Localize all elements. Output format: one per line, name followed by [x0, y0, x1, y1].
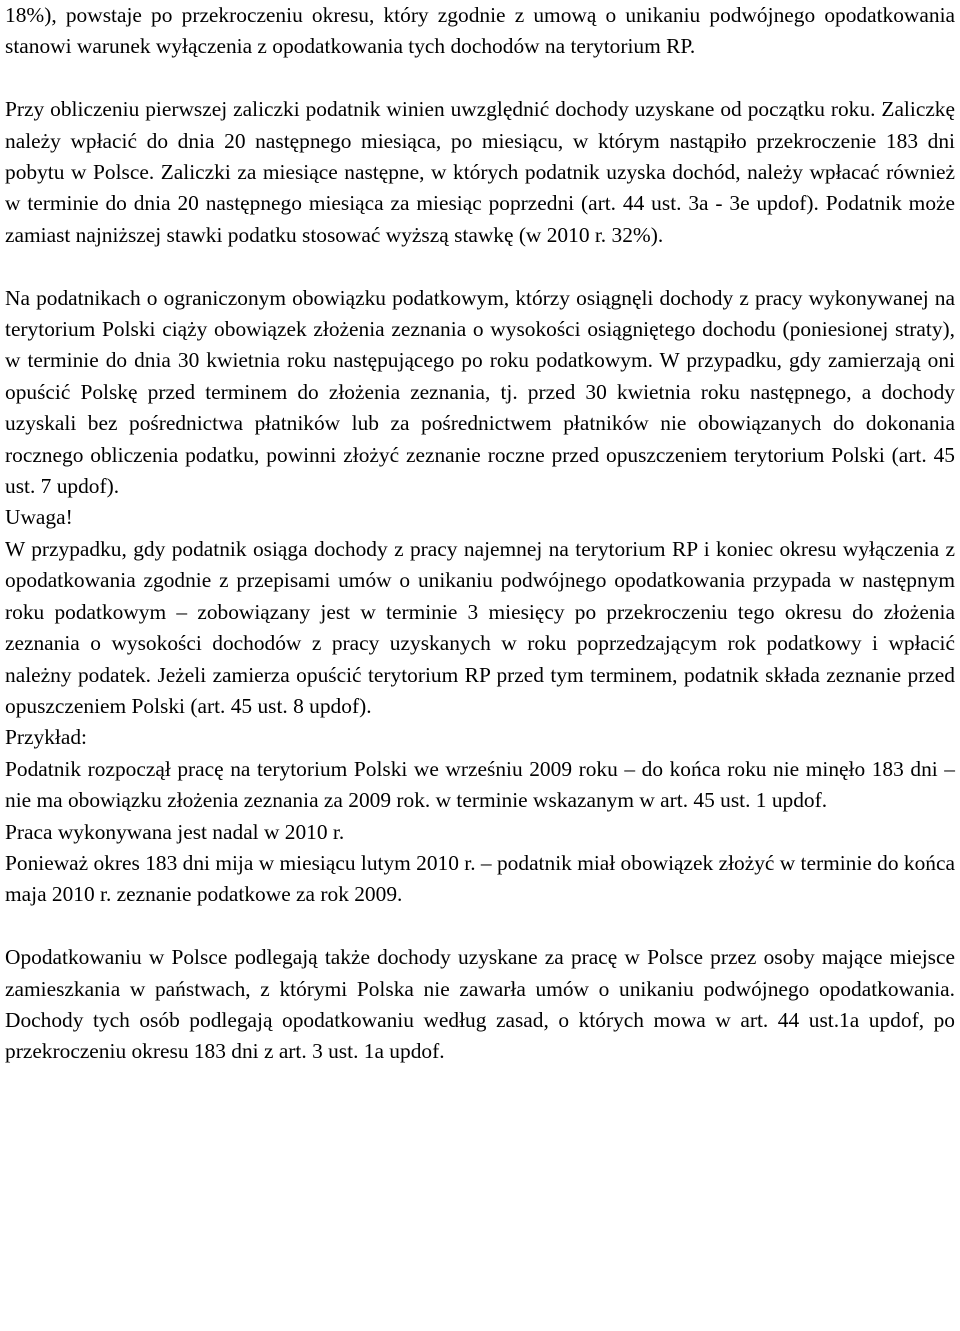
paragraph-example-heading: Przykład:: [5, 725, 87, 750]
paragraph-advance-payment: Przy obliczeniu pierwszej zaliczki podatnik winien uwzględnić dochody uzyskane od początku roku. Zaliczkę należy wpłacić do dnia 20 następnego miesiąca, po miesiącu, w którym nastąpiło przekroczenie 183 dni pobytu w Polsce. Zaliczki za miesiące następne, w których podatnik uzyska dochód, należy wpłacać również w terminie do dnia 20 następnego miesiąca za miesiąc poprzedni (art. 44 ust. 3a - 3e updof). Podatnik może zamiast najniższej stawki podatku stosować wyższą stawkę (w 2010 r. 32%).: [5, 97, 955, 247]
paragraph-gap: [5, 251, 955, 282]
paragraph-non-treaty-countries: Opodatkowaniu w Polsce podlegają także dochody uzyskane za pracę w Polsce przez osoby mające miejsce zamieszkania w państwach, z którymi Polska nie zawarła umów o unikaniu podwójnego opodatkowania. Dochody tych osób podlegają opodatkowaniu według zasad, o których mowa w art. 44 ust.1a updof, po przekroczeniu okresu 183 dni z art. 3 ust. 1a updof.: [5, 945, 955, 1064]
document-page: [5, 0, 955, 1068]
paragraph-example-work-continues: Praca wykonywana jest nadal w 2010 r.: [5, 819, 345, 844]
paragraph-example-conclusion: Ponieważ okres 183 dni mija w miesiącu lutym 2010 r. – podatnik miał obowiązek złożyć w terminie do końca maja 2010 r. zeznanie podatkowe za rok 2009.: [5, 850, 955, 907]
paragraph-note-heading: Uwaga!: [5, 505, 73, 530]
paragraph-note-body: W przypadku, gdy podatnik osiąga dochody z pracy najemnej na terytorium RP i koniec okresu wyłączenia z opodatkowania zgodnie z przepisami umów o unikaniu podwójnego opodatkowania przypada w następnym roku podatkowym – zobowiązany jest w terminie 3 miesięcy po przekroczeniu tego okresu do złożenia zeznania o wysokości dochodów z pracy uzyskanych w roku poprzedzającym rok podatkowy i wpłacić należny podatek. Jeżeli zamierza opuścić terytorium RP przed tym terminem, podatnik składa zeznanie przed opuszczeniem Polski (art. 45 ust. 8 updof).: [5, 536, 955, 718]
paragraph-gap: [5, 911, 955, 942]
paragraph-tax-return-obligation: Na podatnikach o ograniczonym obowiązku podatkowym, którzy osiągnęli dochody z pracy wykonywanej na terytorium Polski ciąży obowiązek złożenia zeznania o wysokości osiągniętego dochodu (poniesionej straty), w terminie do dnia 30 kwietnia roku następującego po roku podatkowym. W przypadku, gdy zamierzają oni opuścić Polskę przed terminem do złożenia zeznania, tj. przed 30 kwietnia roku następnego, a dochody uzyskali bez pośrednictwa płatników lub za pośrednictwem płatników nie obowiązanych do dokonania rocznego obliczenia podatku, powinni złożyć zeznanie roczne przed opuszczeniem terytorium Polski (art. 45 ust. 7 updof).: [5, 285, 955, 499]
paragraph-continuation: 18%), powstaje po przekroczeniu okresu, który zgodnie z umową o unikaniu podwójnego opodatkowania stanowi warunek wyłączenia z opodatkowania tych dochodów na terytorium RP.: [5, 3, 955, 59]
paragraph-example-body: Podatnik rozpoczął pracę na terytorium Polski we wrześniu 2009 roku – do końca roku nie minęło 183 dni – nie ma obowiązku złożenia zeznania za 2009 rok. w terminie wskazanym w art. 45 ust. 1 updof.: [5, 756, 955, 813]
paragraph-gap: [5, 63, 955, 94]
